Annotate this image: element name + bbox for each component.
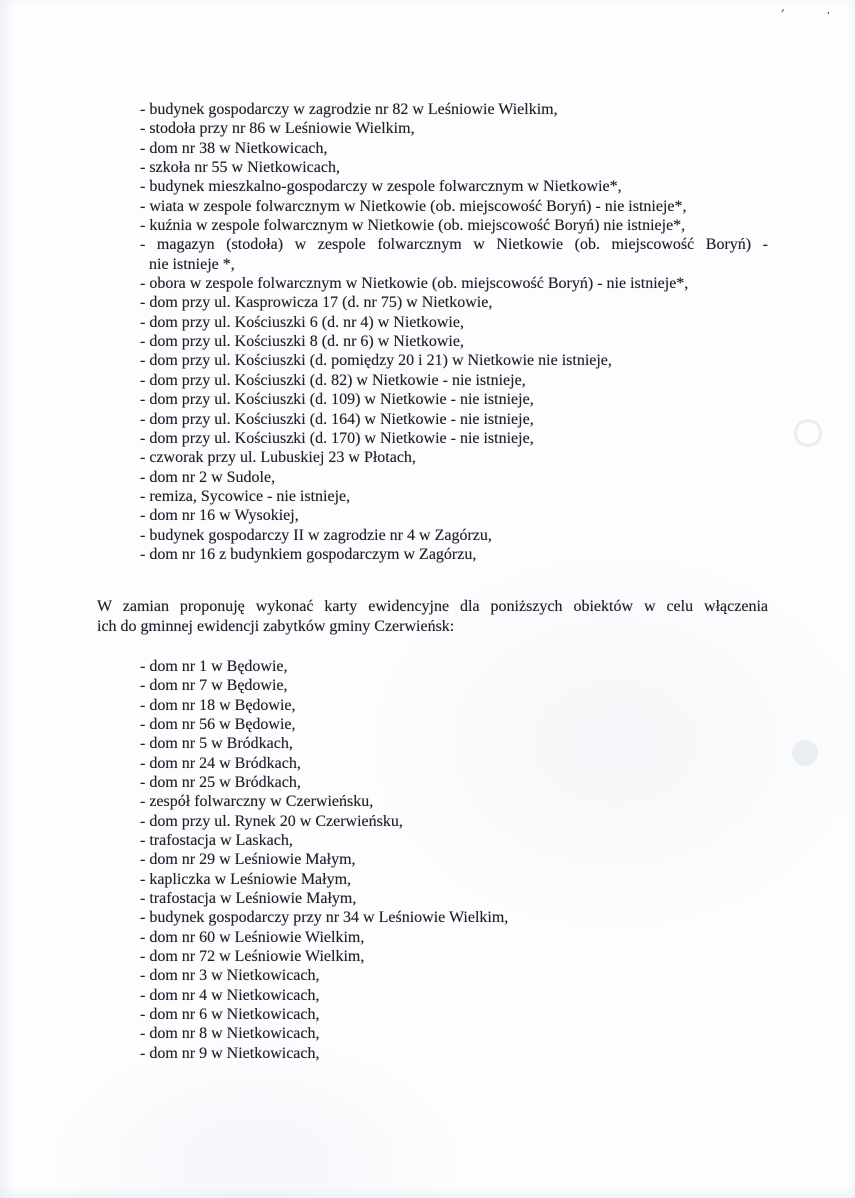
list-line: - dom nr 4 w Nietkowicach,	[140, 986, 320, 1004]
list-line: nie istnieje *,	[149, 255, 235, 273]
list-line: - dom nr 9 w Nietkowicach,	[140, 1044, 320, 1062]
list-line: - dom nr 16 w Wysokiej,	[140, 507, 299, 525]
list-line: - dom nr 2 w Sudole,	[140, 468, 276, 486]
list-line: - dom nr 16 z budynkiem gospodarczym w Zagórzu,	[140, 545, 477, 563]
list-line: - budynek gospodarczy w zagrodzie nr 82 w Leśniowie Wielkim,	[140, 101, 558, 118]
list-line: - dom przy ul. Kościuszki (d. 170) w Nietkowie - nie istnieje,	[140, 429, 534, 447]
list-line: - dom nr 6 w Nietkowicach,	[140, 1006, 320, 1024]
list-line: - zespół folwarczny w Czerwieńsku,	[140, 793, 374, 811]
list-line: - stodoła przy nr 86 w Leśniowie Wielkim,	[140, 120, 415, 138]
list-line: - trafostacja w Leśniowie Małym,	[140, 890, 357, 908]
list-line: - dom nr 25 w Bródkach,	[140, 774, 301, 791]
list-line: - dom przy ul. Kasprowicza 17 (d. nr 75) w Nietkowie,	[140, 294, 493, 312]
list-line: - dom nr 3 w Nietkowicach,	[140, 967, 320, 985]
list-line: - szkoła nr 55 w Nietkowicach,	[140, 159, 340, 177]
list-line: - obora w zespole folwarcznym w Nietkowie (ob. miejscowość Boryń) - nie istnieje*,	[140, 275, 689, 293]
list-line: - dom nr 38 w Nietkowicach,	[140, 139, 328, 157]
list-line: - dom przy ul. Kościuszki (d. 164) w Nietkowie - nie istnieje,	[140, 410, 534, 428]
list-line: - kuźnia w zespole folwarcznym w Nietkowie (ob. miejscowość Boryń) nie istnieje*,	[140, 217, 686, 235]
list-line: - dom przy ul. Kościuszki 6 (d. nr 4) w Nietkowie,	[140, 313, 464, 331]
scan-speck: ’	[778, 6, 786, 22]
list-line: - dom nr 5 w Bródkach,	[140, 735, 293, 753]
list-line: - dom przy ul. Kościuszki (d. 109) w Nietkowie - nie istnieje,	[140, 391, 534, 409]
paragraph-line: W zamian proponuję wykonać karty ewidencyjne dla poniższych obiektów w celu włączenia	[97, 598, 768, 616]
proposed-objects-list	[140, 657, 768, 1063]
list-line: - budynek mieszkalno-gospodarczy w zespole folwarcznym w Nietkowie*,	[140, 178, 622, 196]
list-line: - dom przy ul. Kościuszki (d. pomiędzy 20 i 21) w Nietkowie nie istnieje,	[140, 352, 612, 370]
list-line: - wiata w zespole folwarcznym w Nietkowie (ob. miejscowość Boryń) - nie istnieje*,	[140, 197, 687, 215]
list-line: - dom nr 72 w Leśniowie Wielkim,	[140, 948, 365, 966]
paragraph-line: ich do gminnej ewidencji zabytków gminy Czerwieńsk:	[97, 617, 455, 635]
list-line: - czworak przy ul. Lubuskiej 23 w Płotach,	[140, 449, 416, 467]
list-line: - dom przy ul. Rynek 20 w Czerwieńsku,	[140, 812, 403, 830]
list-line: - dom nr 8 w Nietkowicach,	[140, 1025, 320, 1043]
list-line: - dom nr 18 w Będowie,	[140, 696, 296, 714]
scan-speck: ‘	[826, 10, 831, 23]
list-line: - dom nr 29 w Leśniowie Małym,	[140, 851, 356, 869]
proposal-paragraph	[97, 597, 768, 636]
list-line: - dom nr 24 w Bródkach,	[140, 754, 301, 772]
list-line: - dom przy ul. Kościuszki (d. 82) w Nietkowie - nie istnieje,	[140, 371, 526, 389]
list-line: - dom nr 60 w Leśniowie Wielkim,	[140, 928, 365, 946]
list-line: - budynek gospodarczy II w zagrodzie nr 4 w Zagórzu,	[140, 526, 492, 544]
punch-hole-shadow	[792, 740, 818, 766]
list-line: - dom nr 1 w Będowie,	[140, 657, 288, 675]
document-body	[97, 100, 768, 1063]
list-line: - remiza, Sycowice - nie istnieje,	[140, 487, 351, 505]
list-line: - dom nr 7 w Będowie,	[140, 677, 288, 695]
punch-hole-shadow	[794, 419, 822, 447]
excluded-objects-list	[140, 100, 768, 564]
list-line: - kapliczka w Leśniowie Małym,	[140, 870, 352, 888]
list-line: - magazyn (stodoła) w zespole folwarcznym w Nietkowie (ob. miejscowość Boryń) -	[140, 236, 768, 254]
list-line: - dom nr 56 w Będowie,	[140, 715, 296, 733]
list-line: - budynek gospodarczy przy nr 34 w Leśniowie Wielkim,	[140, 909, 509, 927]
list-line: - trafostacja w Laskach,	[140, 832, 293, 850]
list-line: - dom przy ul. Kościuszki 8 (d. nr 6) w Nietkowie,	[140, 333, 464, 351]
